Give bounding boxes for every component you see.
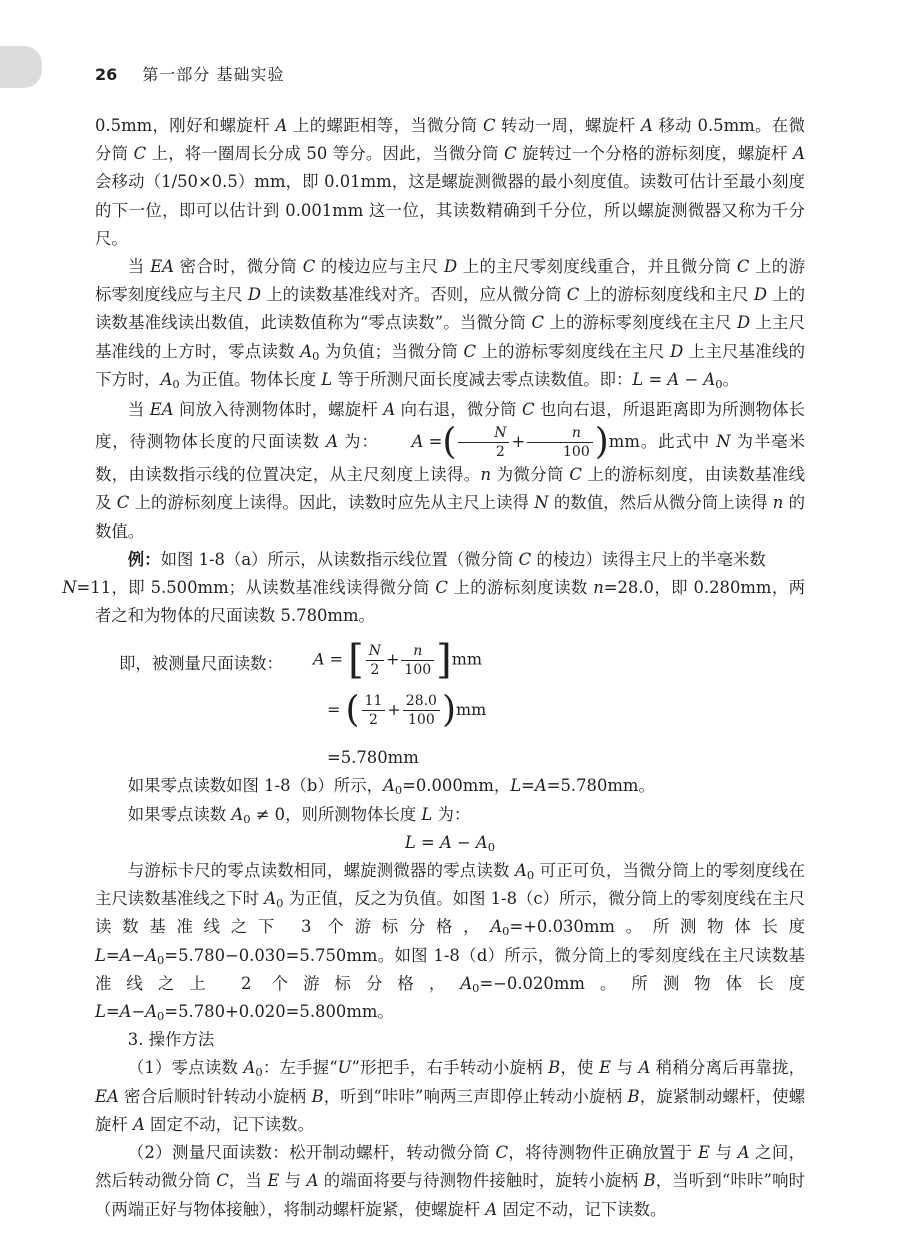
section-title: 第一部分 基础实验 <box>142 65 285 84</box>
paragraph-5: 如果零点读数如图 1-8（b）所示，$A_0=0.000mm$，L=A=5.780mm。 <box>127 776 655 798</box>
paragraph-7: 与游标卡尺的零点读数相同，螺旋测微器的零点读数 $A_0$ 可正可负，当微分筒上的零刻度线在主尺读数基准线之下时 $A_0$ 为正值，反之为负值。如图 1-8（c）所示，微分筒上的零刻度线在主尺读数基准线之下 3 个游标分格，$A_0=+0.030mm$。所测物体长度 $L=A-A_0=5.780-0.030=5.750mm$。如图 1-8（d）所示，微分筒上的零刻度线在主尺读数基准线之上 2 个游标分格，$A_0=-0.020mm$。所测物体长度 $L=A-A_0=5.780+0.020=5.800mm$。 <box>95 861 805 1023</box>
equation-row-2: = ( $\frac{11}{2}$ + $\frac{28.0}{100}$ )mm <box>327 689 487 731</box>
section-heading-3: 3. 操作方法 <box>127 1030 215 1050</box>
inline-equation: A =( $\frac{N}{2}$ + $\frac{n}{100}$ )mm <box>411 421 640 463</box>
paragraph-2: 当 EA 密合时，微分筒 C 的棱边应与主尺 D 上的主尺零刻度线重合，并且微分筒 C 上的游标零刻度线应与主尺 D 上的读数基准线对齐。否则，应从微分筒 C 上的游标刻度线和主尺 D 上的读数基准线读出数值，此读数值称为“零点读数”。当微分筒 C 上的游标零刻度线在主尺 D 上主尺基准线的上方时，零点读数 $A_0$ 为负值；当微分筒 C 上的游标零刻度线在主尺 D 上主尺基准线的下方时，$A_0$ 为正值。物体长度 L 等于所测尺面长度减去零点读数值。即：$L = A - A_0$。 <box>95 257 806 391</box>
paragraph-3: 当 EA 间放入待测物体时，螺旋杆 A 向右退，微分筒 C 也向右退，所退距离即为所测物体长度，待测物体长度的尺面读数 A 为： A =( $\frac{N}{2}$ + $\frac{n}{100}$ )mm。此式中 N 为半毫米数，由读数指示线的位置决定，从主尺刻度上读得。n 为微分筒 C 上的游标刻度，由读数基准线及 C 上的游标刻度上读得。因此，读数时应先从主尺上读得 N 的数值，然后从微分筒上读得 n 的数值。 <box>95 400 806 541</box>
paragraph-example: 例：如图 1-8（a）所示，从读数指示线位置（微分筒 C 的棱边）读得主尺上的半毫米数 N=11，即 5.500mm；从读数基准线读得微分筒 C 上的游标刻度读数 n=28.0，即 0.280mm，两者之和为物体的尺面读数 5.780mm。 <box>62 549 805 626</box>
paragraph-9: （2）测量尺面读数：松开制动螺杆，转动微分筒 C，将待测物件正确放置于 E 与 A 之间，然后转动微分筒 C，当 E 与 A 的端面将要与待测物件接触时，旋转小旋柄 B，当听到“咔咔”响时（两端正好与物体接触），将制动螺杆旋紧，使螺旋杆 A 固定不动，记下读数。 <box>95 1143 806 1219</box>
paragraph-8: （1）零点读数 $A_0$：左手握“U”形把手，右手转动小旋柄 B，使 E 与 A 稍稍分离后再靠拢，EA 密合后顺时针转动小旋柄 B，听到“咔咔”响两三声即停止转动小旋柄 B，旋紧制动螺杆，使螺旋杆 A 固定不动，记下读数。 <box>95 1058 806 1134</box>
paragraph-1: 0.5mm，刚好和螺旋杆 A 上的螺距相等，当微分筒 C 转动一周，螺旋杆 A 移动 0.5mm。在微分筒 C 上，将一圈周长分成 50 等分。因此，当微分筒 C 旋转过一个分格的游标刻度，螺旋杆 A 会移动（1/50×0.5）mm，即 0.01mm，这是螺旋测微器的最小刻度值。读数可估计至最小刻度的下一位，即可以估计到 0.001mm 这一位，其读数精确到千分位，所以螺旋测微器又称为千分尺。 <box>95 116 805 248</box>
example-label: 例： <box>127 549 161 569</box>
page-number: 26 <box>95 65 118 84</box>
page-body <box>62 112 806 1224</box>
equation-L: $L = A - A_0$ <box>404 832 496 854</box>
equation-row-3: =5.780mm <box>327 748 419 768</box>
formula-L: L = A − A <box>632 369 716 389</box>
paragraph-6: 如果零点读数 $A_0 \ne 0$，则所测物体长度 L 为： <box>127 804 471 826</box>
equation-label: 即，被测量尺面读数： <box>119 654 283 674</box>
page-tab-marker <box>0 46 42 88</box>
page-header <box>95 62 284 82</box>
equation-row-1: 即，被测量尺面读数： A = [ $\frac{N}{2}$ + $\frac{n}{100}$ ]mm <box>119 637 483 684</box>
